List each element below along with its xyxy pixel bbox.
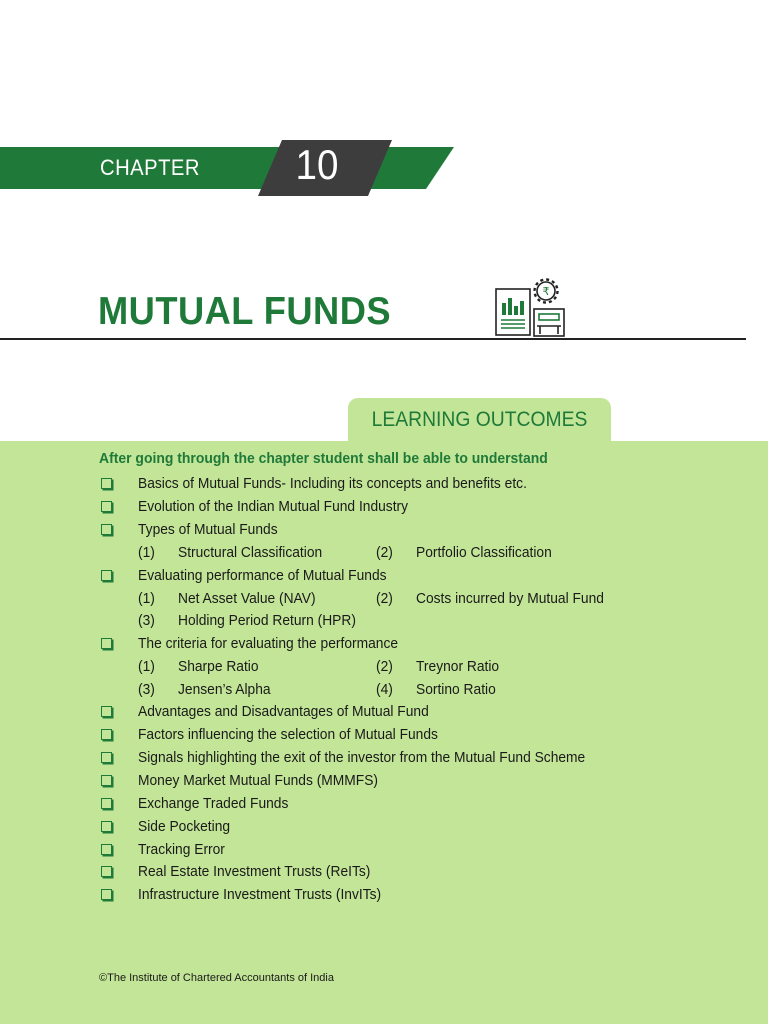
chapter-number-shape (250, 138, 460, 198)
outcome-item: Infrastructure Investment Trusts (InvITs) (138, 886, 382, 903)
sub-item-number: (3) (138, 612, 155, 629)
sub-item: Net Asset Value (NAV) (178, 590, 316, 607)
title-rule (0, 338, 746, 340)
outcomes-heading: LEARNING OUTCOMES (371, 408, 588, 431)
outcome-item: Side Pocketing (138, 818, 231, 835)
outcome-item: Factors influencing the selection of Mutual Funds (138, 726, 438, 743)
rupee-gear-icon (535, 280, 558, 303)
outcome-item: Evolution of the Indian Mutual Fund Industry (138, 498, 409, 515)
bed-calendar-icon (534, 309, 564, 336)
outcome-item: Real Estate Investment Trusts (ReITs) (138, 863, 371, 880)
checkbox-bullet-icon (101, 889, 112, 900)
checkbox-bullet-icon (101, 638, 112, 649)
footer-copyright: ©The Institute of Chartered Accountants of India (99, 972, 334, 984)
checkbox-bullet-icon (101, 866, 112, 877)
outcome-item: Exchange Traded Funds (138, 795, 289, 812)
sub-item-number: (1) (138, 590, 155, 607)
checkbox-bullet-icon (101, 706, 112, 717)
checkbox-bullet-icon (101, 729, 112, 740)
sub-item: Sortino Ratio (416, 681, 496, 698)
sub-item-number: (3) (138, 681, 155, 698)
checkbox-bullet-icon (101, 844, 112, 855)
sub-item: Jensen’s Alpha (178, 681, 271, 698)
checkbox-bullet-icon (101, 775, 112, 786)
svg-text:₹: ₹ (542, 285, 550, 298)
outcome-item: Signals highlighting the exit of the investor from the Mutual Fund Scheme (138, 749, 586, 766)
checkbox-bullet-icon (101, 821, 112, 832)
checkbox-bullet-icon (101, 524, 112, 535)
sub-item: Treynor Ratio (416, 658, 500, 675)
checkbox-bullet-icon (101, 570, 112, 581)
page-title: MUTUAL FUNDS (98, 290, 392, 333)
sub-item-number: (4) (376, 681, 393, 698)
outcome-item: Money Market Mutual Funds (MMMFS) (138, 772, 379, 789)
checkbox-bullet-icon (101, 798, 112, 809)
checkbox-bullet-icon (101, 752, 112, 763)
sub-item: Holding Period Return (HPR) (178, 612, 356, 629)
chapter-number: 10 (295, 141, 339, 188)
outcome-item: Tracking Error (138, 841, 225, 858)
checkbox-bullet-icon (101, 501, 112, 512)
sub-item: Structural Classification (178, 544, 323, 561)
outcome-item: Basics of Mutual Funds- Including its concepts and benefits etc. (138, 475, 527, 492)
sub-item-number: (2) (376, 590, 393, 607)
outcome-item: The criteria for evaluating the performance (138, 635, 399, 652)
sub-item-number: (1) (138, 544, 155, 561)
sub-item-number: (2) (376, 658, 393, 675)
report-chart-icon (494, 276, 566, 340)
outcome-item: Types of Mutual Funds (138, 521, 278, 538)
outcomes-intro: After going through the chapter student shall be able to understand (99, 450, 548, 467)
sub-item: Portfolio Classification (416, 544, 552, 561)
sub-item: Sharpe Ratio (178, 658, 259, 675)
outcome-item: Evaluating performance of Mutual Funds (138, 567, 387, 584)
sub-item: Costs incurred by Mutual Fund (416, 590, 604, 607)
sub-item-number: (1) (138, 658, 155, 675)
checkbox-bullet-icon (101, 478, 112, 489)
chapter-label: CHAPTER (100, 155, 200, 180)
outcome-item: Advantages and Disadvantages of Mutual Fund (138, 703, 429, 720)
sub-item-number: (2) (376, 544, 393, 561)
